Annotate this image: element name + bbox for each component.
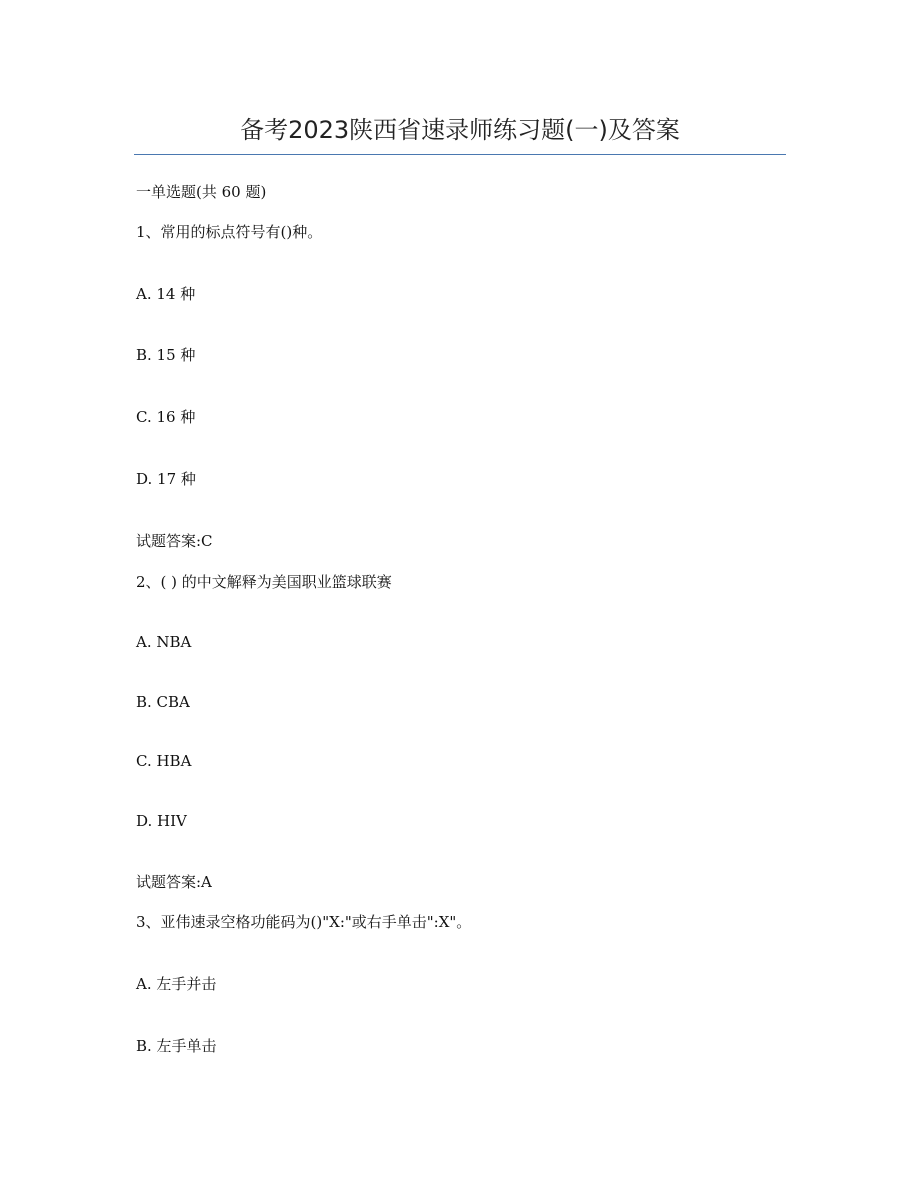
option-b: B. CBA	[136, 693, 190, 711]
answer-line: 试题答案:C	[136, 532, 213, 550]
option-b: B. 15 种	[136, 346, 196, 364]
option-a: A. 左手并击	[136, 975, 217, 993]
option-c: C. 16 种	[136, 408, 196, 426]
option-c: C. HBA	[136, 752, 192, 770]
option-b: B. 左手单击	[136, 1037, 217, 1055]
question-stem: 3、亚伟速录空格功能码为()"X:"或右手单击":X"。	[136, 913, 472, 931]
option-a: A. NBA	[136, 633, 192, 651]
question-stem: 1、常用的标点符号有()种。	[136, 223, 323, 241]
page-title: 备考2023陕西省速录师练习题(一)及答案	[240, 116, 680, 144]
option-d: D. 17 种	[136, 470, 196, 488]
section-heading: 一单选题(共 60 题)	[136, 183, 267, 201]
answer-line: 试题答案:A	[136, 873, 212, 891]
question-stem: 2、( ) 的中文解释为美国职业篮球联赛	[136, 573, 392, 591]
option-d: D. HIV	[136, 812, 187, 830]
option-a: A. 14 种	[136, 285, 196, 303]
title-divider	[134, 154, 786, 155]
